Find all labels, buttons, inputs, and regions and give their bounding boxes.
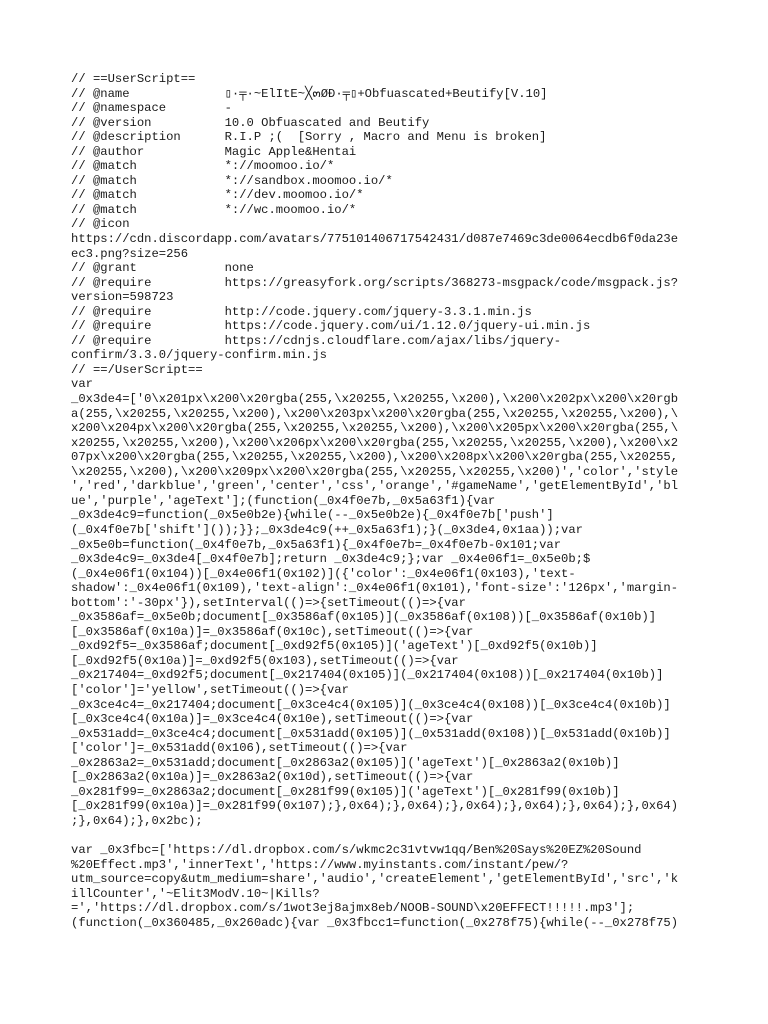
code-line: _0x3de4c9=function(_0x5e0b2e){while(--_0x5e0b2e){_0x4f0e7b['push'] — [71, 508, 554, 523]
code-line: _0x281f99=_0x2863a2;document[_0x281f99(0x105)]('ageText')[_0x281f99(0x10b)] — [71, 784, 620, 799]
header-line: https://cdn.discordapp.com/avatars/775101406717542431/d087e7469c3de0064ecdb6f0da23e — [71, 232, 679, 247]
code-line: [_0x281f99(0x10a)]=_0x281f99(0x107);},0x64);},0x64);},0x64);},0x64);},0x64);},0x64) — [71, 799, 679, 814]
code-line: ;},0x64);},0x2bc); — [71, 813, 203, 828]
code-line: ['color']=_0x531add(0x106),setTimeout(()=>{var — [71, 741, 408, 756]
header-line: // @require https://cdnjs.cloudflare.com/ajax/libs/jquery- — [71, 333, 562, 348]
code-line: _0xd92f5=_0x3586af;document[_0xd92f5(0x105)]('ageText')[_0xd92f5(0x10b)] — [71, 639, 598, 654]
header-line: // @match *://moomoo.io/* — [71, 159, 335, 174]
header-line: // ==/UserScript== — [71, 362, 203, 377]
code-line: ue','purple','ageText'];(function(_0x4f0e7b,_0x5a63f1){var — [71, 493, 496, 508]
code-line: shadow':_0x4e06f1(0x109),'text-align':_0x4e06f1(0x101),'font-size':'126px','margin- — [71, 581, 679, 596]
code-line: var — [71, 377, 93, 392]
code-line: bottom':'-30px'}),setInterval(()=>{setTimeout(()=>{var — [71, 595, 466, 610]
header-line: // @icon — [71, 217, 130, 232]
code-line: _0x3de4=['0\x201px\x200\x20rgba(255,\x20255,\x20255,\x200),\x200\x202px\x200\x20rgb — [71, 392, 679, 407]
code-line: utm_source=copy&utm_medium=share','audio','createElement','getElementById','src','k — [71, 872, 679, 887]
blank-line — [71, 828, 698, 843]
header-line: version=598723 — [71, 290, 174, 305]
header-line: // @match *://dev.moomoo.io/* — [71, 188, 364, 203]
code-line: _0x3586af=_0x5e0b;document[_0x3586af(0x105)](_0x3586af(0x108))[_0x3586af(0x10b)] — [71, 610, 657, 625]
code-line: _0x3de4c9=_0x3de4[_0x4f0e7b];return _0x3de4c9;};var _0x4e06f1=_0x5e0b;$ — [71, 552, 591, 567]
header-line: // @author Magic Apple&Hentai — [71, 144, 357, 159]
code-line: a(255,\x20255,\x20255,\x200),\x200\x203px\x200\x20rgba(255,\x20255,\x20255,\x200),\ — [71, 406, 679, 421]
code-line: x20255,\x20255,\x200),\x200\x206px\x200\x20rgba(255,\x20255,\x20255,\x200),\x200\x2 — [71, 435, 679, 450]
header-line: // @require http://code.jquery.com/jquery-3.3.1.min.js — [71, 304, 532, 319]
header-line: // @namespace - — [71, 101, 232, 116]
code-line: [_0x2863a2(0x10a)]=_0x2863a2(0x10d),setTimeout(()=>{var — [71, 770, 474, 785]
document-page — [71, 72, 698, 930]
userscript-header — [71, 72, 698, 377]
code-line: (_0x4f0e7b['shift']());}};_0x3de4c9(++_0x5a63f1);}(_0x3de4,0x1aa));var — [71, 522, 583, 537]
code-line: ','red','darkblue','green','center','css','orange','#gameName','getElementById','bl — [71, 479, 679, 494]
code-line: [_0x3586af(0x10a)]=_0x3586af(0x10c),setTimeout(()=>{var — [71, 624, 474, 639]
code-line: (_0x4e06f1(0x104))[_0x4e06f1(0x102)]({'color':_0x4e06f1(0x103),'text- — [71, 566, 576, 581]
header-line: confirm/3.3.0/jquery-confirm.min.js — [71, 348, 327, 363]
code-line: x200\x204px\x200\x20rgba(255,\x20255,\x20255,\x200),\x200\x205px\x200\x20rgba(255,\ — [71, 421, 679, 436]
code-line: 07px\x200\x20rgba(255,\x20255,\x20255,\x200),\x200\x208px\x200\x20rgba(255,\x20255, — [71, 450, 679, 465]
code-line: var _0x3fbc=['https://dl.dropbox.com/s/wkmc2c31vtvw1qq/Ben%20Says%20EZ%20Sound — [71, 842, 642, 857]
header-line: // @match *://wc.moomoo.io/* — [71, 202, 357, 217]
header-line: // @require https://code.jquery.com/ui/1.12.0/jquery-ui.min.js — [71, 319, 591, 334]
code-line: _0x2863a2=_0x531add;document[_0x2863a2(0x105)]('ageText')[_0x2863a2(0x10b)] — [71, 755, 620, 770]
code-line: _0x531add=_0x3ce4c4;document[_0x531add(0x105)](_0x531add(0x108))[_0x531add(0x10b)] — [71, 726, 671, 741]
code-line: ['color']='yellow',setTimeout(()=>{var — [71, 682, 349, 697]
code-line: [_0x3ce4c4(0x10a)]=_0x3ce4c4(0x10e),setTimeout(()=>{var — [71, 712, 474, 727]
code-line: illCounter','~Elit3ModV.10~|Kills? — [71, 886, 320, 901]
header-line: // ==UserScript== — [71, 72, 196, 86]
code-line: _0x217404=_0xd92f5;document[_0x217404(0x105)](_0x217404(0x108))[_0x217404(0x10b)] — [71, 668, 664, 683]
header-line: // @name ▯·╤·~ElItE~╳๓ØÐ·╤▯+Obfuascated+Beutify[V.10] — [71, 86, 548, 101]
code-line: _0x3ce4c4=_0x217404;document[_0x3ce4c4(0x105)](_0x3ce4c4(0x108))[_0x3ce4c4(0x10b)] — [71, 697, 671, 712]
code-line: \x20255,\x200),\x200\x209px\x200\x20rgba(255,\x20255,\x20255,\x200)','color','style — [71, 464, 679, 479]
code-line: %20Effect.mp3','innerText','https://www.myinstants.com/instant/pew/? — [71, 857, 569, 872]
header-line: // @grant none — [71, 261, 254, 276]
header-line: // @match *://sandbox.moomoo.io/* — [71, 173, 393, 188]
obfuscated-code-block-2 — [71, 843, 698, 930]
code-line: [_0xd92f5(0x10a)]=_0xd92f5(0x103),setTimeout(()=>{var — [71, 653, 459, 668]
header-line: ec3.png?size=256 — [71, 246, 189, 261]
code-line: (function(_0x360485,_0x260adc){var _0x3fbcc1=function(_0x278f75){while(--_0x278f75) — [71, 915, 679, 930]
code-line: =','https://dl.dropbox.com/s/1wot3ej8ajmx8eb/NOOB-SOUND\x20EFFECT!!!!!.mp3']; — [71, 901, 635, 916]
header-line: // @description R.I.P ;( [Sorry , Macro and Menu is broken] — [71, 130, 547, 145]
header-line: // @version 10.0 Obfuascated and Beutify — [71, 115, 430, 130]
header-line: // @require https://greasyfork.org/scripts/368273-msgpack/code/msgpack.js? — [71, 275, 679, 290]
obfuscated-code-block-1 — [71, 377, 698, 828]
code-line: _0x5e0b=function(_0x4f0e7b,_0x5a63f1){_0x4f0e7b=_0x4f0e7b-0x101;var — [71, 537, 562, 552]
